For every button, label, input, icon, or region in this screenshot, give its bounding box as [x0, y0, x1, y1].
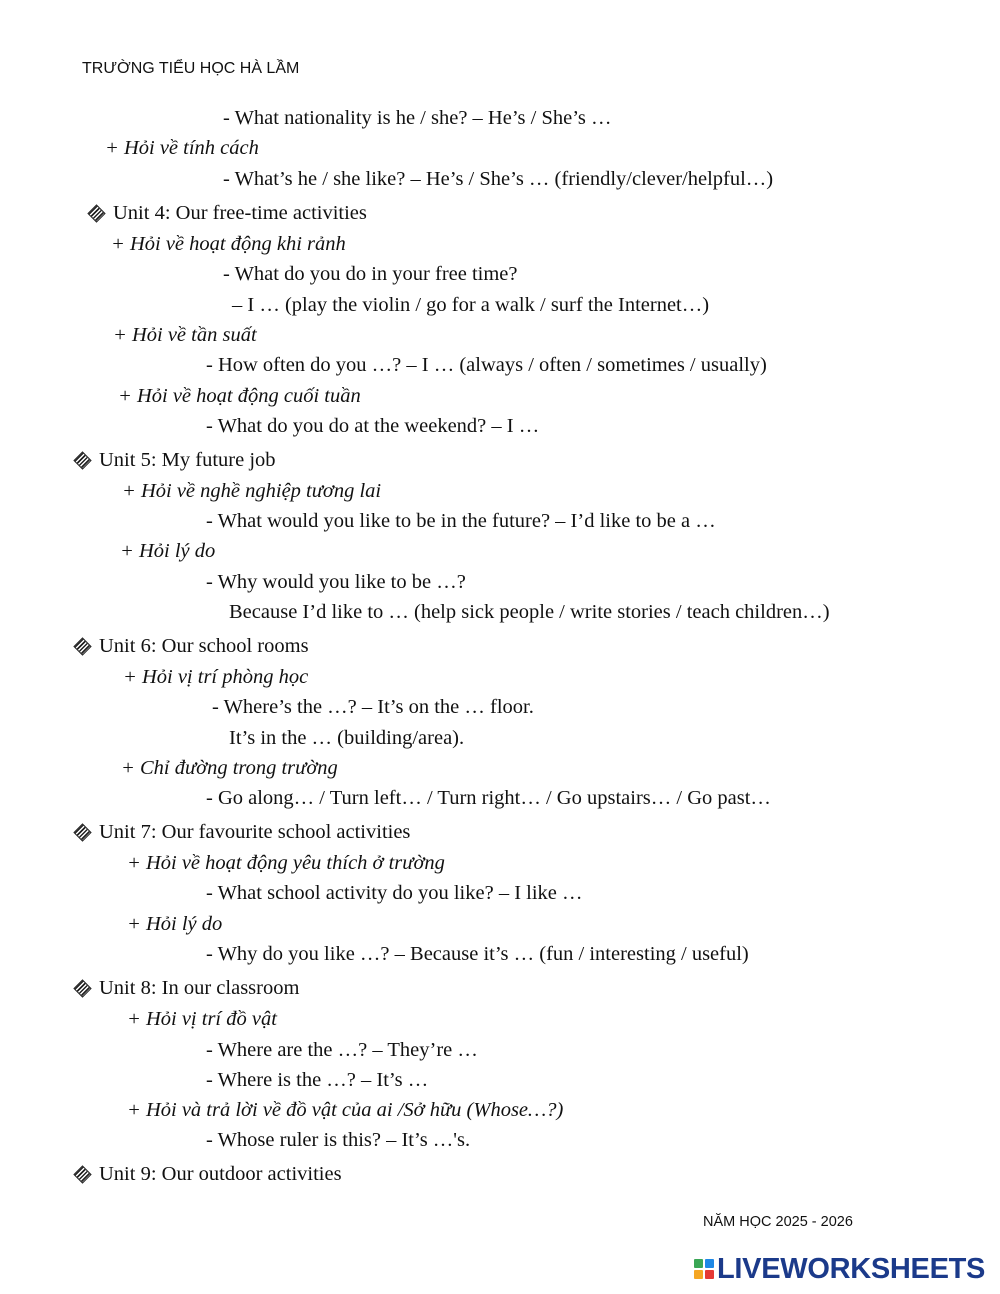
school-year: NĂM HỌC 2025 - 2026 — [703, 1214, 853, 1230]
question-line: - Why do you like …? – Because it’s … (fun / interesting / useful) — [206, 943, 749, 965]
unit-heading — [74, 976, 299, 1000]
logo-grid-icon — [694, 1259, 714, 1279]
logo-square — [694, 1270, 703, 1279]
question-line: - What school activity do you like? – I like … — [206, 882, 583, 904]
section-label: + Hỏi về hoạt động khi rảnh — [111, 233, 346, 255]
question-line: - How often do you …? – I … (always / often / sometimes / usually) — [206, 354, 767, 376]
unit-title: Unit 7: Our favourite school activities — [99, 821, 411, 843]
unit-title: Unit 9: Our outdoor activities — [99, 1163, 342, 1185]
question-line: - What’s he / she like? – He’s / She’s … (friendly/clever/helpful…) — [223, 168, 774, 190]
bullet-diamond-icon — [73, 1165, 91, 1183]
question-line: - What do you do at the weekend? – I … — [206, 415, 540, 437]
logo-square — [705, 1270, 714, 1279]
bullet-diamond-icon — [73, 979, 91, 997]
liveworksheets-logo — [694, 1254, 985, 1284]
logo-text: LIVEWORKSHEETS — [717, 1253, 986, 1285]
unit-heading — [74, 448, 276, 472]
section-label: + Hỏi về hoạt động cuối tuần — [118, 385, 361, 407]
answer-line: Because I’d like to … (help sick people / write stories / teach children…) — [229, 601, 830, 623]
logo-square — [694, 1259, 703, 1268]
section-label: + Hỏi về hoạt động yêu thích ở trường — [127, 852, 445, 874]
bullet-diamond-icon — [73, 637, 91, 655]
bullet-diamond-icon — [73, 823, 91, 841]
question-line: - Where is the …? – It’s … — [206, 1069, 429, 1091]
unit-heading — [74, 634, 309, 658]
school-header: TRƯỜNG TIỂU HỌC HÀ LẦM — [82, 60, 300, 77]
question-line: - Go along… / Turn left… / Turn right… / Go upstairs… / Go past… — [206, 787, 771, 809]
answer-line: It’s in the … (building/area). — [229, 727, 465, 749]
question-line: - What do you do in your free time? — [223, 263, 518, 285]
logo-square — [705, 1259, 714, 1268]
section-label: + Hỏi về tính cách — [105, 137, 259, 159]
section-label: + Hỏi lý do — [127, 913, 223, 935]
question-line: - What would you like to be in the future? – I’d like to be a … — [206, 510, 716, 532]
section-label: + Hỏi vị trí phòng học — [123, 666, 309, 688]
unit-heading — [88, 201, 367, 225]
unit-title: Unit 5: My future job — [99, 449, 276, 471]
unit-heading — [74, 1162, 342, 1186]
unit-heading — [74, 820, 410, 844]
section-label: + Hỏi vị trí đồ vật — [127, 1008, 277, 1030]
answer-line: – I … (play the violin / go for a walk / surf the Internet…) — [232, 294, 710, 316]
section-label: + Hỏi về tần suất — [113, 324, 257, 346]
question-line: - Where are the …? – They’re … — [206, 1039, 478, 1061]
unit-title: Unit 8: In our classroom — [99, 977, 300, 999]
section-label: + Hỏi và trả lời về đồ vật của ai /Sở hữu (Whose…?) — [127, 1099, 564, 1121]
question-line: - Why would you like to be …? — [206, 571, 466, 593]
unit-title: Unit 4: Our free-time activities — [113, 202, 367, 224]
question-line: - What nationality is he / she? – He’s / She’s … — [223, 107, 612, 129]
unit-title: Unit 6: Our school rooms — [99, 635, 309, 657]
section-label: + Hỏi về nghề nghiệp tương lai — [122, 480, 382, 502]
bullet-diamond-icon — [73, 451, 91, 469]
section-label: + Chỉ đường trong trường — [121, 757, 338, 779]
bullet-diamond-icon — [87, 204, 105, 222]
question-line: - Whose ruler is this? – It’s …'s. — [206, 1129, 471, 1151]
question-line: - Where’s the …? – It’s on the … floor. — [212, 696, 534, 718]
section-label: + Hỏi lý do — [120, 540, 216, 562]
